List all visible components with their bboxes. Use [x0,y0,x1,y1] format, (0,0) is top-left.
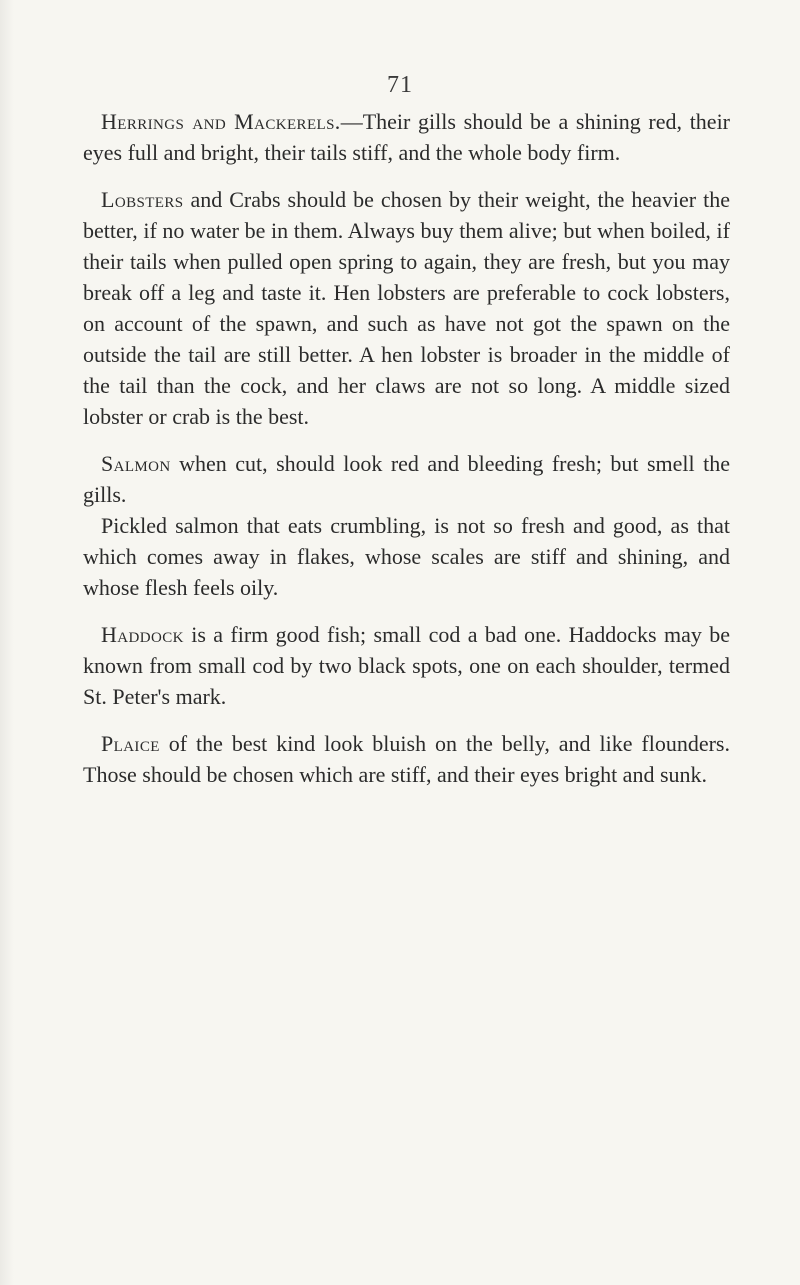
paragraph-text: when cut, should look red and bleeding fresh; but smell the gills. [83,451,730,507]
paragraph-pickled-salmon [83,510,730,603]
page-number: 71 [387,72,413,98]
paragraph-text: —Their gills should be a shining red, their eyes full and bright, their tails stiff, and the whole body firm. [83,109,731,165]
paragraph-lead: Herrings and Mackerels. [101,109,341,134]
paragraph-herrings-mackerels [83,106,730,168]
paragraph-salmon [83,448,730,510]
paragraph-text: and Crabs should be chosen by their weight, the heavier the better, if no water be in them. Always buy them alive; but when boiled, if their tails when pulled open spring to again, they are fresh, but you may break off a leg and taste it. Hen lobsters are preferable to cock lobsters, on account of the spawn, and such as have not got the spawn on the outside the tail are still better. A hen lobster is broader in the middle of the tail than the cock, and her claws are not so long. A middle sized lobster or crab is the best. [83,187,730,429]
paragraph-lead: Salmon [101,451,171,476]
paragraph-lead: Lobsters [101,187,184,212]
paragraph-text: is a firm good fish; small cod a bad one. Haddocks may be known from small cod by two black spots, one on each shoulder, termed St. Peter's mark. [83,622,730,709]
paragraph-lobsters-crabs [83,184,730,432]
paragraph-text: of the best kind look bluish on the belly, and like flounders. Those should be chosen which are stiff, and their eyes bright and sunk. [83,731,730,787]
paragraph-haddock [83,619,730,712]
paragraph-lead: Haddock [101,622,184,647]
paragraph-lead: Plaice [101,731,160,756]
paragraph-plaice [83,728,730,790]
page-edge-shadow [0,0,14,1285]
paragraph-text: Pickled salmon that eats crumbling, is not so fresh and good, as that which comes away in flakes, whose scales are stiff and shining, and whose flesh feels oily. [83,513,730,600]
page-body [83,106,730,790]
